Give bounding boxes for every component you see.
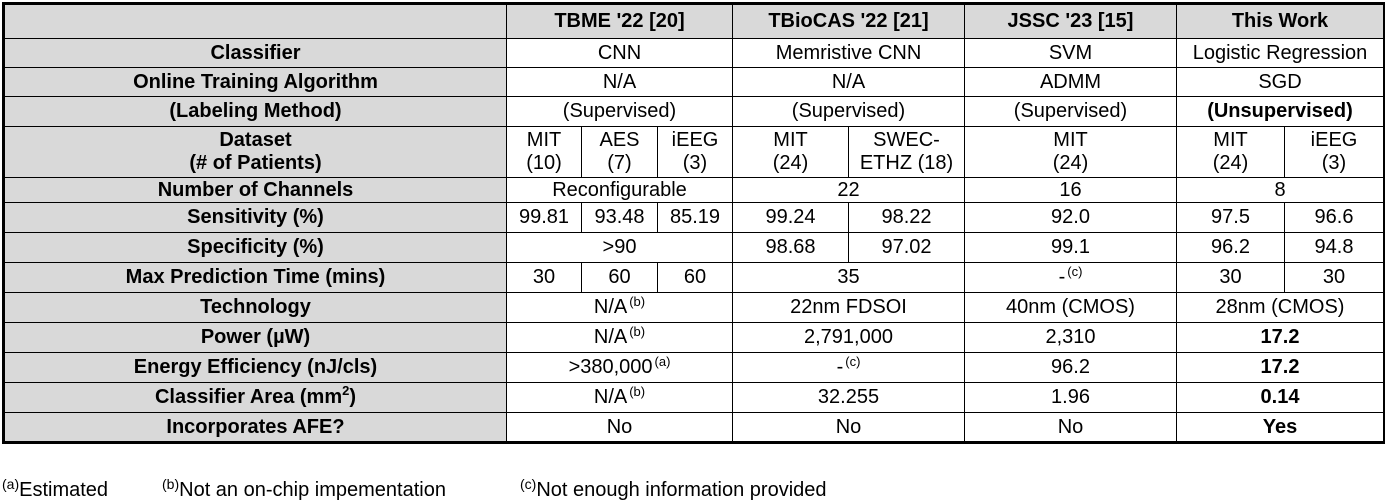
cell-tbiocas: 22nm FDSOI: [733, 293, 965, 323]
cell-this-work: 0.14: [1177, 383, 1385, 413]
row-dataset: [4, 127, 1385, 178]
comparison-table: [2, 2, 1385, 444]
row-label: Sensitivity (%): [4, 203, 507, 233]
footnote-text: Not an on-chip impementation: [179, 479, 446, 501]
row-training: [4, 68, 1385, 97]
dataset-name: MIT: [773, 129, 808, 151]
cell-tbme: CNN: [507, 39, 733, 68]
row-label: Energy Efficiency (nJ/cls): [4, 353, 507, 383]
cell-this-work: Yes: [1177, 413, 1385, 443]
cell-this-work: Logistic Regression: [1177, 39, 1385, 68]
cell-tbiocas: 32.255: [733, 383, 965, 413]
cell-value: >380,000: [568, 356, 653, 378]
cell-value: N/A: [593, 326, 628, 348]
cell-tbme: [507, 353, 733, 383]
cell-this-work: SGD: [1177, 68, 1385, 97]
cell-tbiocas-1: 99.24: [733, 203, 849, 233]
cell-jssc: No: [965, 413, 1177, 443]
cell-tbme: Reconfigurable: [507, 178, 733, 203]
cell-tbme: [507, 323, 733, 353]
dataset-count: (10): [526, 152, 562, 174]
cell-this-work-1: 96.2: [1177, 233, 1285, 263]
cell-tbme-2: 60: [582, 263, 658, 293]
row-label: Technology: [4, 293, 507, 323]
cell-tbiocas: No: [733, 413, 965, 443]
cell-value: -: [836, 356, 844, 378]
cell-tbme: >90: [507, 233, 733, 263]
cell-tbiocas-dataset-1: [733, 127, 849, 178]
cell-jssc: 1.96: [965, 383, 1177, 413]
footnote-marker: (b): [629, 384, 646, 399]
superscript-2: 2: [342, 383, 350, 398]
cell-tbme: [507, 293, 733, 323]
cell-this-work-1: 30: [1177, 263, 1285, 293]
footnote-text: Estimated: [19, 479, 109, 501]
row-labeling: [4, 97, 1385, 127]
dataset-count: (24): [1052, 152, 1089, 174]
header-tbme: TBME '22 [20]: [507, 4, 733, 39]
cell-this-work: 8: [1177, 178, 1385, 203]
cell-tbme-dataset-3: [658, 127, 733, 178]
cell-tbme-dataset-2: [582, 127, 658, 178]
cell-this-work: 17.2: [1177, 353, 1385, 383]
dataset-count: (3): [1321, 152, 1347, 174]
cell-tbme-1: 99.81: [507, 203, 582, 233]
header-row: [4, 4, 1385, 39]
row-label: Specificity (%): [4, 233, 507, 263]
row-label: Power (µW): [4, 323, 507, 353]
dataset-name: iEEG: [671, 129, 719, 151]
dataset-name: MIT: [1213, 129, 1248, 151]
cell-tbme: [507, 383, 733, 413]
cell-jssc: SVM: [965, 39, 1177, 68]
cell-this-work: (Unsupervised): [1177, 97, 1385, 127]
footnote-mark: (c): [520, 476, 537, 492]
row-label-text: Classifier Area (mm: [154, 386, 343, 408]
row-label: [4, 127, 507, 178]
cell-tbiocas: Memristive CNN: [733, 39, 965, 68]
dataset-name: MIT: [1053, 129, 1088, 151]
footnote-b: [162, 476, 446, 502]
cell-tbiocas: 22: [733, 178, 965, 203]
header-tbiocas: TBioCAS '22 [21]: [733, 4, 965, 39]
cell-tbiocas-2: 97.02: [849, 233, 965, 263]
dataset-count: (24): [772, 152, 809, 174]
dataset-name: MIT: [526, 129, 562, 151]
footnote-marker: (b): [629, 294, 646, 309]
row-label-line2: (# of Patients): [189, 152, 322, 174]
row-label: (Labeling Method): [4, 97, 507, 127]
dataset-count: (7): [607, 152, 632, 174]
cell-tbme-3: 60: [658, 263, 733, 293]
row-technology: [4, 293, 1385, 323]
cell-this-work-1: 97.5: [1177, 203, 1285, 233]
cell-value: -: [1058, 266, 1066, 288]
row-energy: [4, 353, 1385, 383]
cell-tbme-dataset-1: [507, 127, 582, 178]
cell-value: N/A: [593, 386, 628, 408]
dataset-count: (24): [1212, 152, 1249, 174]
footnote-mark: (a): [2, 476, 20, 492]
row-sensitivity: [4, 203, 1385, 233]
cell-jssc: ADMM: [965, 68, 1177, 97]
footnote-marker: (a): [654, 354, 671, 369]
cell-tbiocas-1: 98.68: [733, 233, 849, 263]
dataset-count: ETHZ (18): [859, 152, 954, 174]
cell-this-work-2: 96.6: [1285, 203, 1385, 233]
footnote-c: [520, 476, 827, 502]
footnote-a: [2, 476, 108, 502]
corner-cell: [4, 4, 507, 39]
cell-this-work-dataset-2: [1285, 127, 1385, 178]
cell-tbme: (Supervised): [507, 97, 733, 127]
row-label-line1: Dataset: [219, 129, 292, 151]
row-afe: [4, 413, 1385, 443]
cell-this-work-2: 94.8: [1285, 233, 1385, 263]
dataset-name: AES: [599, 129, 640, 151]
cell-this-work: 17.2: [1177, 323, 1385, 353]
row-classifier: [4, 39, 1385, 68]
cell-tbme-2: 93.48: [582, 203, 658, 233]
footnote-mark: (b): [162, 476, 180, 492]
dataset-count: (3): [682, 152, 708, 174]
cell-jssc: [965, 263, 1177, 293]
header-this-work: This Work: [1177, 4, 1385, 39]
row-label-end: ): [349, 386, 357, 408]
cell-tbiocas-dataset-2: [849, 127, 965, 178]
dataset-name: iEEG: [1310, 129, 1358, 151]
cell-jssc: 16: [965, 178, 1177, 203]
cell-tbiocas: 35: [733, 263, 965, 293]
cell-jssc: 99.1: [965, 233, 1177, 263]
footnote-marker: (c): [1067, 264, 1083, 279]
row-label: Incorporates AFE?: [4, 413, 507, 443]
cell-tbiocas: [733, 353, 965, 383]
row-label: Max Prediction Time (mins): [4, 263, 507, 293]
cell-jssc: 96.2: [965, 353, 1177, 383]
row-prediction-time: [4, 263, 1385, 293]
row-label: Number of Channels: [4, 178, 507, 203]
cell-tbiocas: N/A: [733, 68, 965, 97]
cell-tbme: N/A: [507, 68, 733, 97]
cell-this-work-dataset-1: [1177, 127, 1285, 178]
cell-tbiocas-2: 98.22: [849, 203, 965, 233]
cell-tbiocas: 2,791,000: [733, 323, 965, 353]
cell-jssc: 92.0: [965, 203, 1177, 233]
cell-jssc-dataset: [965, 127, 1177, 178]
cell-value: N/A: [593, 296, 628, 318]
cell-this-work: 28nm (CMOS): [1177, 293, 1385, 323]
cell-tbme-3: 85.19: [658, 203, 733, 233]
row-specificity: [4, 233, 1385, 263]
row-area: [4, 383, 1385, 413]
header-jssc: JSSC '23 [15]: [965, 4, 1177, 39]
cell-this-work-2: 30: [1285, 263, 1385, 293]
cell-tbme-1: 30: [507, 263, 582, 293]
footnote-marker: (b): [629, 324, 646, 339]
cell-jssc: 40nm (CMOS): [965, 293, 1177, 323]
row-power: [4, 323, 1385, 353]
cell-tbme: No: [507, 413, 733, 443]
cell-jssc: (Supervised): [965, 97, 1177, 127]
cell-tbiocas: (Supervised): [733, 97, 965, 127]
row-label: Classifier: [4, 39, 507, 68]
footnote-marker: (c): [845, 354, 861, 369]
footnote-text: Not enough information provided: [536, 479, 827, 501]
cell-jssc: 2,310: [965, 323, 1177, 353]
dataset-name: SWEC-: [873, 129, 940, 151]
row-label: Online Training Algorithm: [4, 68, 507, 97]
row-label: [4, 383, 507, 413]
row-channels: [4, 178, 1385, 203]
